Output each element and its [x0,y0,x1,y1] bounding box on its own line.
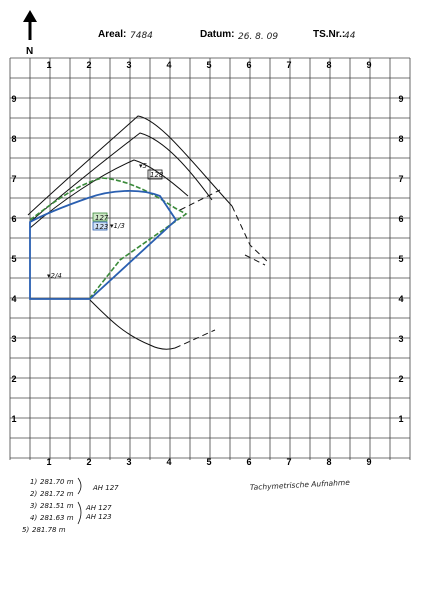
blue-boundary-polygon [30,191,176,299]
x-label-top-8: 8 [326,60,332,70]
y-label-right-6: 6 [398,214,404,224]
x-label-bottom-7: 7 [286,457,292,467]
mark-2-4: ▾2/4 [47,272,62,280]
y-axis-labels-right [398,94,403,424]
datum-value: 26. 8. 09 [238,32,279,42]
measurement-2-value: 281.72 m [40,490,74,498]
grid-lines [10,58,410,460]
contour-dashed-lines [175,190,268,348]
x-label-bottom-1: 1 [46,457,52,467]
y-label-left-9: 9 [11,94,17,104]
x-label-bottom-2: 2 [86,457,92,467]
x-label-top-5: 5 [206,60,212,70]
y-label-left-8: 8 [11,134,17,144]
measurement-list [22,478,74,534]
survey-note: Tachymetrische Aufnahme [249,477,351,492]
y-label-right-5: 5 [398,254,404,264]
north-arrow-icon [23,10,37,40]
y-label-left-4: 4 [11,294,17,304]
y-label-right-3: 3 [398,334,404,344]
measurement-3-label: 3) [30,502,38,510]
contour-lower [90,300,175,349]
ah-labels [85,484,119,521]
box-127-label: 127 [95,214,109,222]
ah-label-3: AH 123 [86,513,112,521]
measurement-4-value: 281.63 m [40,514,74,522]
x-label-top-3: 3 [126,60,132,70]
y-label-right-7: 7 [398,174,404,184]
x-label-bottom-5: 5 [206,457,212,467]
measurement-1-label: 1) [30,478,38,486]
ah-brackets [78,478,81,524]
ts-value: 44 [344,31,356,41]
x-label-top-2: 2 [86,60,92,70]
y-label-right-4: 4 [398,294,404,304]
x-label-bottom-8: 8 [326,457,332,467]
ah-label-1: AH 127 [93,484,119,492]
measurement-5-label: 5) [22,526,30,534]
measurement-1-value: 281.70 m [40,478,74,486]
y-label-left-7: 7 [11,174,17,184]
y-label-left-2: 2 [11,374,17,384]
areal-value: 7484 [130,31,153,41]
ah-label-2: AH 127 [86,504,112,512]
x-label-bottom-3: 3 [126,457,132,467]
box-123-label: 123 [95,223,109,231]
x-label-top-9: 9 [366,60,372,70]
north-label: N [26,46,34,57]
box-128-label: 128 [150,171,164,179]
x-label-bottom-6: 6 [246,457,252,467]
y-label-right-2: 2 [398,374,404,384]
measurement-2-label: 2) [30,490,38,498]
mark-5: ▾5 [139,162,147,170]
measurement-4-label: 4) [30,514,38,522]
y-label-right-8: 8 [398,134,404,144]
y-label-right-1: 1 [398,414,404,424]
x-label-top-1: 1 [46,60,52,70]
x-label-bottom-9: 9 [366,457,372,467]
y-label-right-9: 9 [398,94,404,104]
y-label-left-6: 6 [11,214,17,224]
x-label-bottom-4: 4 [166,457,172,467]
y-label-left-1: 1 [11,414,17,424]
y-label-left-3: 3 [11,334,17,344]
y-label-left-5: 5 [11,254,17,264]
mark-1-3: ▾1/3 [110,222,125,230]
x-axis-labels-bottom [46,457,371,467]
y-axis-labels-left [11,94,16,424]
x-label-top-4: 4 [166,60,172,70]
dashed-extension-edge [245,255,265,265]
dashed-extension-mid [180,190,220,210]
x-axis-labels-top [46,60,371,70]
dashed-extension-lower [175,330,215,348]
measurement-3-value: 281.51 m [40,502,74,510]
ts-label: TS.Nr.: [313,29,346,40]
areal-label: Areal: [98,29,127,40]
datum-label: Datum: [200,29,235,40]
measurement-5-value: 281.78 m [32,526,66,534]
x-label-top-6: 6 [246,60,252,70]
x-label-top-7: 7 [286,60,292,70]
